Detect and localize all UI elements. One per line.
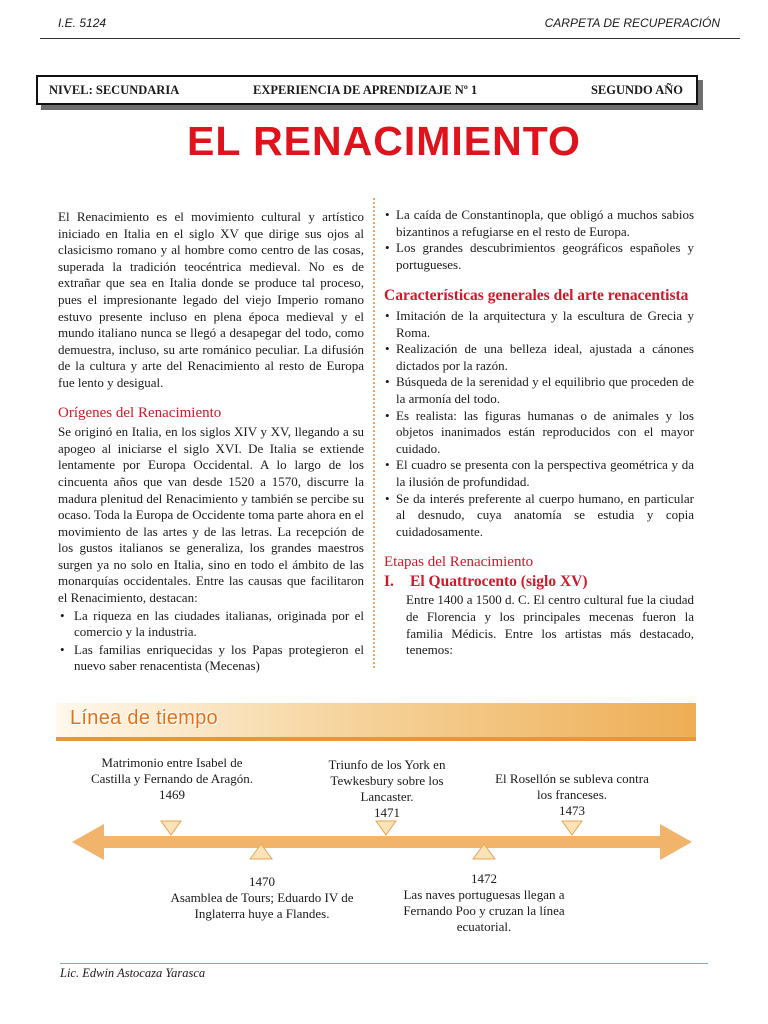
page-title: EL RENACIMIENTO (187, 118, 581, 164)
timeline-title: Línea de tiempo (70, 707, 218, 729)
school-name: I.E. 5124 (58, 16, 107, 30)
folder-name: CARPETA DE RECUPERACIÓN (544, 16, 720, 30)
marker-1469 (161, 821, 181, 835)
footer-rule (60, 963, 708, 964)
event-text: Las naves portuguesas llegan a Fernando Poo y cruzan la línea ecuatorial. (403, 887, 565, 934)
event-text: Triunfo de los York en Tewkesbury sobre los Lancaster. (328, 757, 446, 804)
list-item: • Se da interés preferente al cuerpo humano, en particular al desnudo, cuya anatomía se estudia y copia cuidadosamente. (384, 491, 694, 541)
marker-1473 (562, 821, 582, 835)
event-text: El Rosellón se subleva contra los franceses. (495, 771, 649, 802)
list-item: • La caída de Constantinopla, que obligó a muchos sabios bizantinos a refugiarse en el resto de Europa. (384, 207, 694, 240)
etapa-title: El Quattrocento (siglo XV) (410, 572, 588, 590)
list-item: • Búsqueda de la serenidad y el equilibrio que proceden de la armonía del todo. (384, 374, 694, 407)
origenes-paragraph: Se originó en Italia, en los siglos XIV y XV, llegando a su apogeo al iniciarse el siglo XVI. De Italia se extiende lentamente por Europa Occidental. A lo largo de los cincuenta años que van desde 1520 a 1570, discurre la madura plenitud del Renacimiento y también se percibe su ocaso. Toda la Europa de Occidente toma parte ahora en el movimiento de las artes y de las letras. La recepción de los gustos italianos se generaliza, los grandes maestros surgen ya no solo en Italia, sino en todo el ámbito de las monarquías occidentales. Entre las causas que facilitaron el Renacimiento, destacan: (58, 424, 364, 606)
marker-1471 (376, 821, 396, 835)
timeline-event (494, 771, 650, 819)
level-experiencia: EXPERIENCIA DE APRENDIZAJE Nº 1 (253, 83, 478, 97)
list-item: • El cuadro se presenta con la perspectiva geométrica y da la ilusión de profundidad. (384, 457, 694, 490)
list-item: • La riqueza en las ciudades italianas, originada por el comercio y la industria. (58, 608, 364, 641)
event-year: 1470 (249, 874, 275, 889)
event-year: 1471 (374, 805, 400, 820)
list-item: • Realización de una belleza ideal, ajustada a cánones dictados por la razón. (384, 341, 694, 374)
etapa-number: I. (384, 572, 394, 590)
event-text: Matrimonio entre Isabel de Castilla y Fernando de Aragón. (90, 755, 254, 786)
origenes-heading: Orígenes del Renacimiento (58, 404, 222, 421)
etapa-paragraph: Entre 1400 a 1500 d. C. El centro cultural fue la ciudad de Florencia y los principales mecenas fueron la familia Médicis. Entre los artistas más destacado, tenemos: (406, 592, 694, 658)
level-nivel: NIVEL: SECUNDARIA (49, 83, 180, 97)
footer-author: Lic. Edwin Astocaza Yarasca (60, 966, 206, 980)
list-item: • Las familias enriquecidas y los Papas protegieron el nuevo saber renacentista (Mecenas) (58, 642, 364, 675)
etapas-heading: Etapas del Renacimiento (384, 554, 534, 571)
timeline-event (312, 757, 462, 821)
timeline-event (392, 871, 576, 935)
list-item: • Es realista: las figuras humanas o de animales y los objetos inanimados están reproducidos con el mayor cuidado. (384, 408, 694, 458)
intro-paragraph: El Renacimiento es el movimiento cultural y artístico iniciado en Italia en el siglo XV que dirige sus ojos al clasicismo romano y al hombre como centro de las cosas, superada la tradición teocéntrica medieval. No es de extrañar que sea en Italia donde se produce tal proceso, pues el impresionante legado del viejo Imperio romano estuvo presente incluso en plena época medieval y el mundo italiano nunca se llegó a desapegar del todo, como demuestra, incluso, su arte románico peculiar. La difusión de la cultura y arte del Renacimiento al resto de Europa fue lento y desigual. (58, 209, 364, 390)
timeline-event (164, 874, 360, 922)
level-grado: SEGUNDO AÑO (590, 83, 683, 97)
list-item: • Los grandes descubrimientos geográficos españoles y portugueses. (384, 240, 694, 273)
timeline-event (82, 755, 262, 803)
event-year: 1469 (159, 787, 185, 802)
caracteristicas-heading: Características generales del arte renacentista (384, 287, 689, 305)
event-year: 1472 (471, 871, 497, 886)
list-item: • Imitación de la arquitectura y la escultura de Grecia y Roma. (384, 308, 694, 341)
event-year: 1473 (559, 803, 585, 818)
event-text: Asamblea de Tours; Eduardo IV de Inglaterra huye a Flandes. (170, 890, 354, 921)
